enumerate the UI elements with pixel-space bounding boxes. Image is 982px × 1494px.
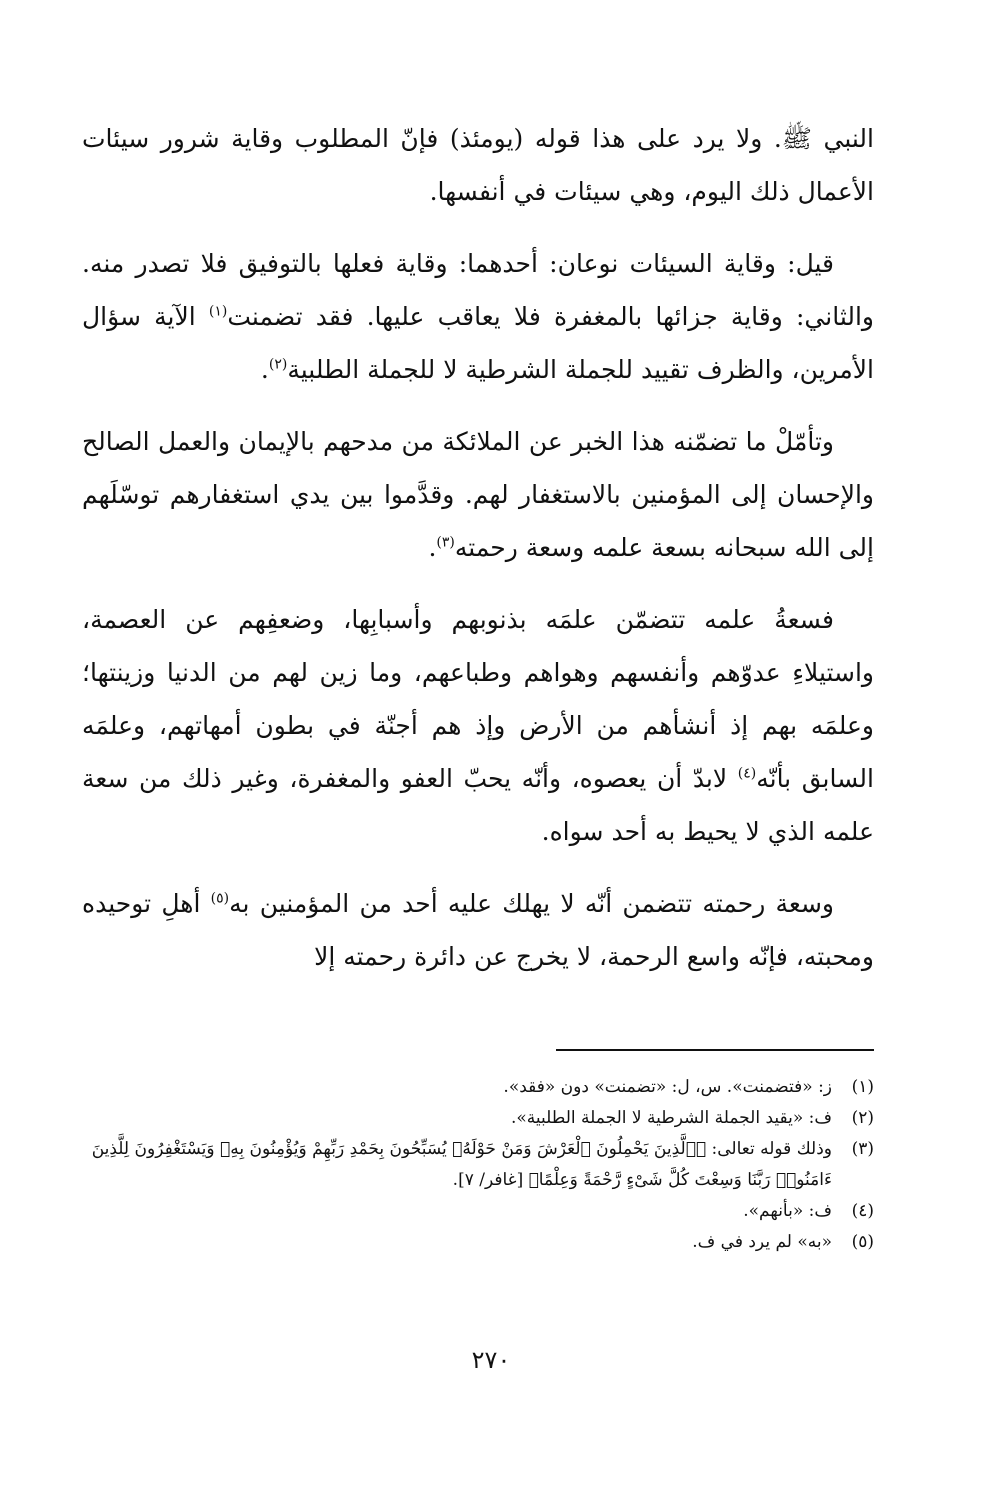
footnote-text: ز: «فتضمنت». س، ل: «تضمنت» دون «فقد». (503, 1077, 832, 1097)
footnote-marker: (٥) (210, 890, 230, 907)
footnote-item (82, 1134, 874, 1196)
footnote-item (82, 1227, 874, 1258)
paragraph-text: . (260, 355, 269, 384)
footnote-item (82, 1103, 874, 1134)
footnote-number: (٤) (851, 1201, 874, 1221)
footnote-marker: (٣) (436, 534, 455, 551)
footnote-number: (١) (851, 1077, 874, 1097)
paragraph-text: . (428, 533, 437, 562)
footnote-item (82, 1072, 874, 1103)
footnote-item (82, 1196, 874, 1227)
footnote-text: ف: «يقيد الجملة الشرطية لا الجملة الطلبية». (510, 1108, 832, 1128)
paragraph-text: النبي ﷺ. ولا يرد على هذا قوله (يومئذ) فإنّ المطلوب وقاية شرور سيئات الأعمال ذلك اليوم، وهي سيئات في أنفسها. (82, 124, 874, 206)
footnote-separator (556, 1049, 874, 1051)
paragraph-text: الآية سؤال الأمرين، والظرف تقييد للجملة الشرطية لا للجملة الطلبية (82, 302, 874, 384)
page-number: ٢٧٠ (471, 1346, 511, 1374)
footnote-text: ف: «بأنهم». (743, 1201, 832, 1221)
paragraph-text: وسعة رحمته تتضمن أنّه لا يهلك عليه أحد من المؤمنين به (229, 889, 834, 918)
footnote-number: (٥) (851, 1232, 874, 1252)
footnote-number: (٣) (851, 1139, 874, 1159)
paragraph-text: أهلِ توحيده ومحبته، فإنّه واسع الرحمة، لا يخرج عن دائرة رحمته إلا (82, 889, 874, 971)
paragraph-text: وتأمّلْ ما تضمّنه هذا الخبر عن الملائكة من مدحهم بالإيمان والعمل الصالح والإحسان إلى المؤمنين بالاستغفار لهم. وقدَّموا بين يدي استغفارهم توسّلَهم إلى الله سبحانه بسعة علمه وسعة رحمته (82, 427, 874, 562)
footnote-text: وذلك قوله تعالى: ﴿ٱلَّذِينَ يَحْمِلُونَ ٱلْعَرْشَ وَمَنْ حَوْلَهُۥ يُسَبِّحُونَ بِحَمْدِ رَبِّهِمْ وَيُؤْمِنُونَ بِهِۦ وَيَسْتَغْفِرُونَ لِلَّذِينَ ءَامَنُوا۟ رَبَّنَا وَسِعْتَ كُلَّ شَىْءٍ رَّحْمَةً وَعِلْمًا﴾ [غافر/ ٧]. (91, 1139, 832, 1190)
paragraph-text: لابدّ أن يعصوه، وأنّه يحبّ العفو والمغفرة، وغير ذلك من سعة علمه الذي لا يحيط به أحد سواه. (82, 764, 874, 846)
paragraph-text: فسعةُ علمه تتضمّن علمَه بذنوبهم وأسبابِها، وضعفِهم عن العصمة، واستيلاءِ عدوّهم وأنفسهم وهواهم وطباعهم، وما زين لهم من الدنيا وزينتها؛ وعلمَه بهم إذ أنشأهم من الأرض وإذ هم أجنّة في بطون أمهاتهم، وعلمَه السابق بأنّه (82, 605, 875, 793)
paragraph (82, 877, 874, 983)
paragraph (82, 237, 874, 396)
footnote-marker: (١) (208, 303, 228, 320)
footnote-marker: (٢) (268, 356, 288, 373)
main-text (82, 112, 874, 1002)
paragraph-text: قيل: وقاية السيئات نوعان: أحدهما: وقاية فعلها بالتوفيق فلا تصدر منه. والثاني: وقاية جزائها بالمغفرة فلا يعاقب عليها. فقد تضمنت (82, 249, 875, 331)
footnote-number: (٢) (851, 1108, 874, 1128)
paragraph (82, 415, 874, 574)
paragraph (82, 112, 874, 218)
footnote-marker: (٤) (737, 765, 757, 782)
footnote-text: «به» لم يرد في ف. (692, 1232, 832, 1252)
paragraph (82, 593, 874, 858)
footnotes (82, 1072, 874, 1258)
